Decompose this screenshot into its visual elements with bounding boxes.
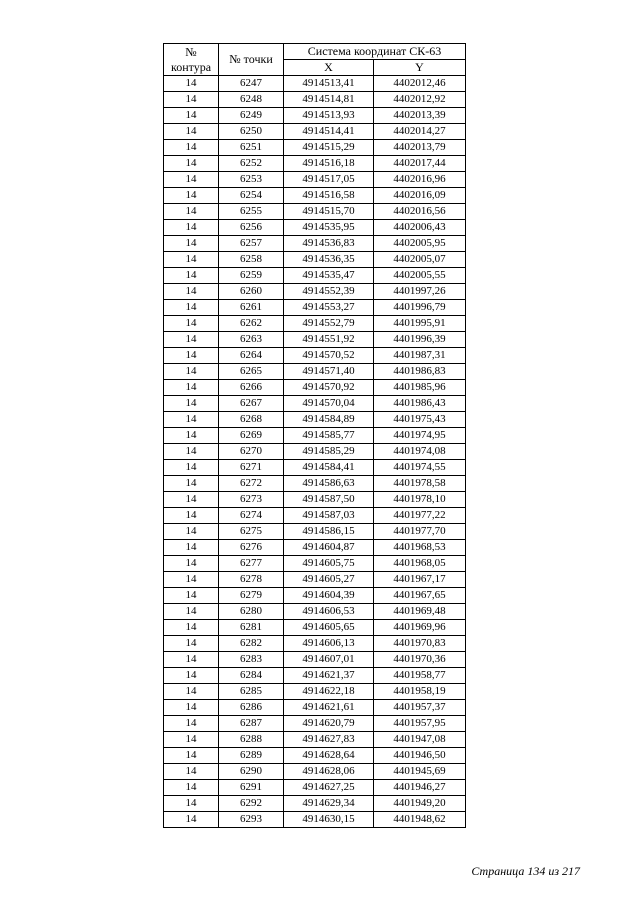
- y-coordinate-cell: 4401977,22: [374, 508, 466, 524]
- contour-number-cell: 14: [164, 204, 219, 220]
- point-number-cell: 6272: [219, 476, 284, 492]
- contour-number-cell: 14: [164, 780, 219, 796]
- x-coordinate-cell: 4914536,83: [284, 236, 374, 252]
- x-coordinate-cell: 4914604,39: [284, 588, 374, 604]
- y-coordinate-cell: 4402012,92: [374, 92, 466, 108]
- table-row: [164, 556, 466, 572]
- point-number-cell: 6293: [219, 812, 284, 828]
- y-coordinate-cell: 4402016,96: [374, 172, 466, 188]
- y-coordinate-cell: 4402012,46: [374, 76, 466, 92]
- x-coordinate-cell: 4914620,79: [284, 716, 374, 732]
- x-coordinate-cell: 4914604,87: [284, 540, 374, 556]
- x-coordinate-cell: 4914621,37: [284, 668, 374, 684]
- contour-number-cell: 14: [164, 220, 219, 236]
- x-coordinate-cell: 4914586,15: [284, 524, 374, 540]
- point-number-cell: 6266: [219, 380, 284, 396]
- contour-number-cell: 14: [164, 364, 219, 380]
- y-coordinate-cell: 4401996,39: [374, 332, 466, 348]
- table-header: [164, 44, 466, 76]
- table-row: [164, 188, 466, 204]
- point-number-cell: 6264: [219, 348, 284, 364]
- table-row: [164, 428, 466, 444]
- x-coordinate-cell: 4914628,64: [284, 748, 374, 764]
- contour-number-cell: 14: [164, 620, 219, 636]
- y-coordinate-cell: 4401986,43: [374, 396, 466, 412]
- point-number-cell: 6276: [219, 540, 284, 556]
- x-coordinate-cell: 4914535,95: [284, 220, 374, 236]
- point-number-cell: 6285: [219, 684, 284, 700]
- x-coordinate-cell: 4914606,13: [284, 636, 374, 652]
- x-coordinate-cell: 4914513,41: [284, 76, 374, 92]
- table-row: [164, 412, 466, 428]
- x-coordinate-cell: 4914516,18: [284, 156, 374, 172]
- point-number-cell: 6289: [219, 748, 284, 764]
- contour-number-header: [164, 44, 219, 76]
- contour-number-cell: 14: [164, 652, 219, 668]
- contour-number-cell: 14: [164, 588, 219, 604]
- table-row: [164, 700, 466, 716]
- table-row: [164, 252, 466, 268]
- contour-number-cell: 14: [164, 332, 219, 348]
- point-number-cell: 6257: [219, 236, 284, 252]
- point-number-cell: 6290: [219, 764, 284, 780]
- x-coordinate-cell: 4914552,39: [284, 284, 374, 300]
- point-number-cell: 6288: [219, 732, 284, 748]
- contour-number-cell: 14: [164, 524, 219, 540]
- point-number-cell: 6274: [219, 508, 284, 524]
- table-row: [164, 748, 466, 764]
- contour-number-cell: 14: [164, 716, 219, 732]
- table-row: [164, 236, 466, 252]
- y-coordinate-cell: 4401958,19: [374, 684, 466, 700]
- contour-number-cell: 14: [164, 748, 219, 764]
- table-row: [164, 220, 466, 236]
- point-number-cell: 6280: [219, 604, 284, 620]
- point-number-cell: 6261: [219, 300, 284, 316]
- contour-number-cell: 14: [164, 476, 219, 492]
- point-number-cell: 6263: [219, 332, 284, 348]
- y-coordinate-cell: 4401946,27: [374, 780, 466, 796]
- contour-number-cell: 14: [164, 412, 219, 428]
- y-coordinate-cell: 4401970,36: [374, 652, 466, 668]
- point-number-cell: 6252: [219, 156, 284, 172]
- point-number-cell: 6247: [219, 76, 284, 92]
- table-row: [164, 812, 466, 828]
- y-coordinate-cell: 4401948,62: [374, 812, 466, 828]
- x-coordinate-cell: 4914605,27: [284, 572, 374, 588]
- contour-number-cell: 14: [164, 428, 219, 444]
- point-number-cell: 6287: [219, 716, 284, 732]
- y-coordinate-cell: 4402016,09: [374, 188, 466, 204]
- table-row: [164, 268, 466, 284]
- point-number-header: № точки: [219, 44, 284, 76]
- contour-number-cell: 14: [164, 252, 219, 268]
- contour-number-cell: 14: [164, 172, 219, 188]
- y-coordinate-cell: 4401957,95: [374, 716, 466, 732]
- table-row: [164, 380, 466, 396]
- y-coordinate-cell: 4401975,43: [374, 412, 466, 428]
- table-row: [164, 108, 466, 124]
- table-row: [164, 316, 466, 332]
- x-coordinate-cell: 4914605,65: [284, 620, 374, 636]
- contour-number-cell: 14: [164, 572, 219, 588]
- x-coordinate-cell: 4914535,47: [284, 268, 374, 284]
- x-coordinate-cell: 4914570,52: [284, 348, 374, 364]
- point-number-cell: 6277: [219, 556, 284, 572]
- y-coordinate-cell: 4401970,83: [374, 636, 466, 652]
- y-coordinate-cell: 4401977,70: [374, 524, 466, 540]
- contour-number-cell: 14: [164, 764, 219, 780]
- table-row: [164, 508, 466, 524]
- y-coordinate-cell: 4401974,08: [374, 444, 466, 460]
- contour-number-cell: 14: [164, 684, 219, 700]
- contour-number-cell: 14: [164, 108, 219, 124]
- point-number-cell: 6265: [219, 364, 284, 380]
- contour-number-cell: 14: [164, 236, 219, 252]
- table-row: [164, 124, 466, 140]
- point-number-cell: 6270: [219, 444, 284, 460]
- point-number-cell: 6251: [219, 140, 284, 156]
- y-coordinate-cell: 4401985,96: [374, 380, 466, 396]
- y-coordinate-cell: 4401997,26: [374, 284, 466, 300]
- y-coordinate-cell: 4402016,56: [374, 204, 466, 220]
- point-number-cell: 6286: [219, 700, 284, 716]
- x-coordinate-cell: 4914586,63: [284, 476, 374, 492]
- y-coordinate-cell: 4401949,20: [374, 796, 466, 812]
- table-row: [164, 300, 466, 316]
- contour-number-cell: 14: [164, 540, 219, 556]
- y-coordinate-cell: 4401969,96: [374, 620, 466, 636]
- x-coordinate-cell: 4914585,77: [284, 428, 374, 444]
- y-coordinate-cell: 4401986,83: [374, 364, 466, 380]
- table-row: [164, 332, 466, 348]
- x-coordinate-cell: 4914622,18: [284, 684, 374, 700]
- x-coordinate-cell: 4914517,05: [284, 172, 374, 188]
- y-column-header: Y: [374, 60, 466, 76]
- table-row: [164, 156, 466, 172]
- contour-number-cell: 14: [164, 268, 219, 284]
- table-row: [164, 716, 466, 732]
- table-row: [164, 524, 466, 540]
- point-number-cell: 6248: [219, 92, 284, 108]
- table-row: [164, 764, 466, 780]
- point-number-cell: 6281: [219, 620, 284, 636]
- table-row: [164, 92, 466, 108]
- contour-number-cell: 14: [164, 92, 219, 108]
- y-coordinate-cell: 4402017,44: [374, 156, 466, 172]
- contour-number-cell: 14: [164, 732, 219, 748]
- table-row: [164, 492, 466, 508]
- contour-number-cell: 14: [164, 396, 219, 412]
- x-coordinate-cell: 4914587,03: [284, 508, 374, 524]
- x-column-header: X: [284, 60, 374, 76]
- point-number-cell: 6253: [219, 172, 284, 188]
- point-number-cell: 6259: [219, 268, 284, 284]
- contour-number-cell: 14: [164, 124, 219, 140]
- contour-number-cell: 14: [164, 636, 219, 652]
- table-row: [164, 652, 466, 668]
- point-number-cell: 6278: [219, 572, 284, 588]
- table-body: [164, 76, 466, 828]
- x-coordinate-cell: 4914571,40: [284, 364, 374, 380]
- point-number-cell: 6268: [219, 412, 284, 428]
- point-number-cell: 6267: [219, 396, 284, 412]
- point-number-cell: 6262: [219, 316, 284, 332]
- table-row: [164, 572, 466, 588]
- point-number-cell: 6256: [219, 220, 284, 236]
- contour-number-cell: 14: [164, 604, 219, 620]
- x-coordinate-cell: 4914516,58: [284, 188, 374, 204]
- contour-number-cell: 14: [164, 492, 219, 508]
- x-coordinate-cell: 4914606,53: [284, 604, 374, 620]
- y-coordinate-cell: 4401974,55: [374, 460, 466, 476]
- point-number-cell: 6258: [219, 252, 284, 268]
- table-row: [164, 540, 466, 556]
- point-number-cell: 6255: [219, 204, 284, 220]
- contour-number-cell: 14: [164, 348, 219, 364]
- table-row: [164, 76, 466, 92]
- coordinates-table: [163, 43, 466, 828]
- y-coordinate-cell: 4401968,05: [374, 556, 466, 572]
- table-row: [164, 172, 466, 188]
- point-number-cell: 6284: [219, 668, 284, 684]
- x-coordinate-cell: 4914513,93: [284, 108, 374, 124]
- contour-number-cell: 14: [164, 508, 219, 524]
- table-row: [164, 620, 466, 636]
- contour-number-header-symbol: №: [185, 44, 197, 59]
- contour-number-cell: 14: [164, 380, 219, 396]
- x-coordinate-cell: 4914536,35: [284, 252, 374, 268]
- table-row: [164, 204, 466, 220]
- y-coordinate-cell: 4402013,79: [374, 140, 466, 156]
- contour-number-header-word: контура: [170, 59, 212, 74]
- x-coordinate-cell: 4914515,70: [284, 204, 374, 220]
- y-coordinate-cell: 4402006,43: [374, 220, 466, 236]
- point-number-cell: 6282: [219, 636, 284, 652]
- y-coordinate-cell: 4401995,91: [374, 316, 466, 332]
- table-row: [164, 284, 466, 300]
- x-coordinate-cell: 4914627,83: [284, 732, 374, 748]
- y-coordinate-cell: 4402005,07: [374, 252, 466, 268]
- x-coordinate-cell: 4914621,61: [284, 700, 374, 716]
- y-coordinate-cell: 4401974,95: [374, 428, 466, 444]
- contour-number-cell: 14: [164, 700, 219, 716]
- y-coordinate-cell: 4401968,53: [374, 540, 466, 556]
- table-row: [164, 668, 466, 684]
- contour-number-cell: 14: [164, 460, 219, 476]
- contour-number-cell: 14: [164, 284, 219, 300]
- x-coordinate-cell: 4914514,41: [284, 124, 374, 140]
- point-number-cell: 6269: [219, 428, 284, 444]
- contour-number-cell: 14: [164, 300, 219, 316]
- x-coordinate-cell: 4914585,29: [284, 444, 374, 460]
- table-row: [164, 636, 466, 652]
- table-row: [164, 460, 466, 476]
- contour-number-cell: 14: [164, 812, 219, 828]
- x-coordinate-cell: 4914630,15: [284, 812, 374, 828]
- y-coordinate-cell: 4401958,77: [374, 668, 466, 684]
- point-number-cell: 6273: [219, 492, 284, 508]
- x-coordinate-cell: 4914570,92: [284, 380, 374, 396]
- x-coordinate-cell: 4914629,34: [284, 796, 374, 812]
- page-number-footer: Страница 134 из 217: [471, 864, 580, 878]
- x-coordinate-cell: 4914584,41: [284, 460, 374, 476]
- contour-number-cell: 14: [164, 668, 219, 684]
- coordinate-system-header: Система координат СК-63: [284, 44, 466, 60]
- y-coordinate-cell: 4401996,79: [374, 300, 466, 316]
- point-number-cell: 6249: [219, 108, 284, 124]
- x-coordinate-cell: 4914627,25: [284, 780, 374, 796]
- x-coordinate-cell: 4914570,04: [284, 396, 374, 412]
- x-coordinate-cell: 4914607,01: [284, 652, 374, 668]
- y-coordinate-cell: 4401987,31: [374, 348, 466, 364]
- x-coordinate-cell: 4914552,79: [284, 316, 374, 332]
- table-row: [164, 476, 466, 492]
- x-coordinate-cell: 4914514,81: [284, 92, 374, 108]
- table-row: [164, 140, 466, 156]
- y-coordinate-cell: 4401957,37: [374, 700, 466, 716]
- point-number-cell: 6275: [219, 524, 284, 540]
- point-number-cell: 6260: [219, 284, 284, 300]
- y-coordinate-cell: 4401967,65: [374, 588, 466, 604]
- table-row: [164, 684, 466, 700]
- y-coordinate-cell: 4401969,48: [374, 604, 466, 620]
- contour-number-cell: 14: [164, 796, 219, 812]
- x-coordinate-cell: 4914587,50: [284, 492, 374, 508]
- y-coordinate-cell: 4401945,69: [374, 764, 466, 780]
- y-coordinate-cell: 4401978,10: [374, 492, 466, 508]
- contour-number-cell: 14: [164, 188, 219, 204]
- x-coordinate-cell: 4914551,92: [284, 332, 374, 348]
- contour-number-cell: 14: [164, 156, 219, 172]
- table-row: [164, 396, 466, 412]
- x-coordinate-cell: 4914553,27: [284, 300, 374, 316]
- point-number-cell: 6292: [219, 796, 284, 812]
- table-row: [164, 364, 466, 380]
- y-coordinate-cell: 4402013,39: [374, 108, 466, 124]
- table-row: [164, 588, 466, 604]
- point-number-cell: 6254: [219, 188, 284, 204]
- contour-number-cell: 14: [164, 316, 219, 332]
- x-coordinate-cell: 4914628,06: [284, 764, 374, 780]
- table-row: [164, 444, 466, 460]
- y-coordinate-cell: 4401967,17: [374, 572, 466, 588]
- point-number-cell: 6271: [219, 460, 284, 476]
- contour-number-cell: 14: [164, 140, 219, 156]
- y-coordinate-cell: 4402014,27: [374, 124, 466, 140]
- table-row: [164, 348, 466, 364]
- point-number-cell: 6250: [219, 124, 284, 140]
- table-row: [164, 780, 466, 796]
- y-coordinate-cell: 4401946,50: [374, 748, 466, 764]
- table-row: [164, 604, 466, 620]
- point-number-cell: 6291: [219, 780, 284, 796]
- contour-number-cell: 14: [164, 444, 219, 460]
- point-number-cell: 6279: [219, 588, 284, 604]
- contour-number-cell: 14: [164, 556, 219, 572]
- x-coordinate-cell: 4914584,89: [284, 412, 374, 428]
- contour-number-cell: 14: [164, 76, 219, 92]
- y-coordinate-cell: 4401947,08: [374, 732, 466, 748]
- x-coordinate-cell: 4914515,29: [284, 140, 374, 156]
- y-coordinate-cell: 4401978,58: [374, 476, 466, 492]
- table-row: [164, 796, 466, 812]
- y-coordinate-cell: 4402005,95: [374, 236, 466, 252]
- point-number-cell: 6283: [219, 652, 284, 668]
- table-row: [164, 732, 466, 748]
- y-coordinate-cell: 4402005,55: [374, 268, 466, 284]
- x-coordinate-cell: 4914605,75: [284, 556, 374, 572]
